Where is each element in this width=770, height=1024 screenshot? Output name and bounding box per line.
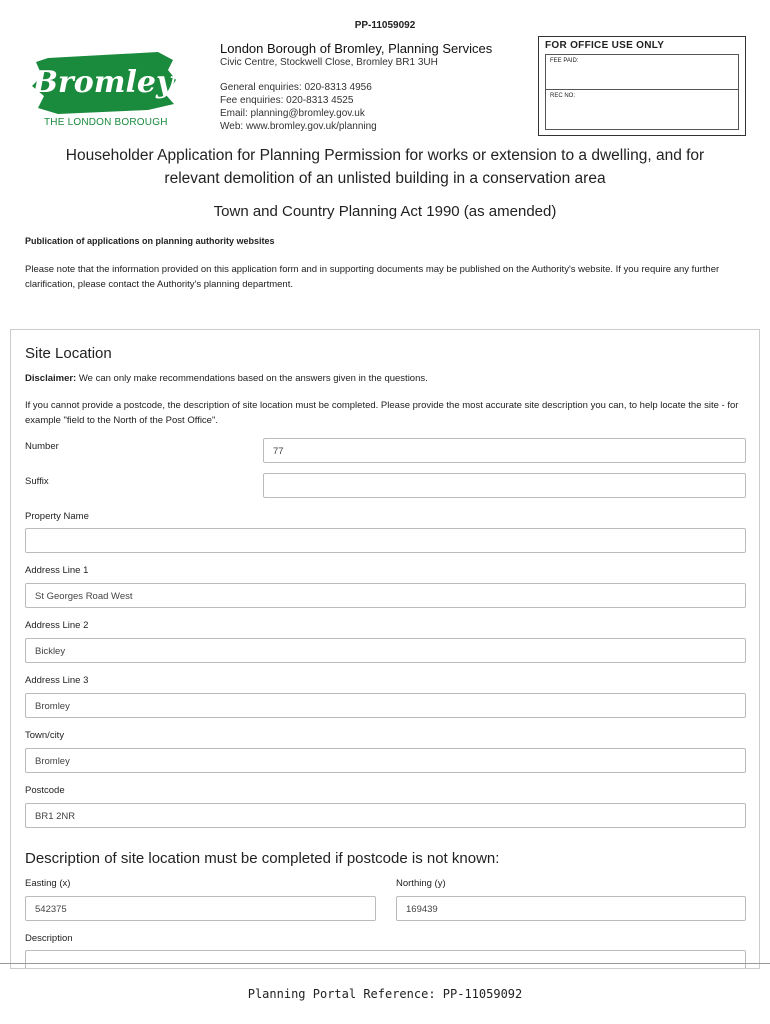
site-location-title: Site Location <box>25 345 112 362</box>
northing-label: Northing (y) <box>396 878 446 889</box>
site-location-help: If you cannot provide a postcode, the description of site location must be completed. Please provide the most accurate site description you can, to help locate the site - for example "field to the North of the Post Office". <box>25 400 739 426</box>
footer-divider <box>0 963 770 964</box>
site-description-heading: Description of site location must be completed if postcode is not known: <box>25 850 500 867</box>
address-line3-field[interactable]: Bromley <box>25 693 746 718</box>
number-label: Number <box>25 441 59 452</box>
town-field[interactable]: Bromley <box>25 748 746 773</box>
description-label: Description <box>25 933 73 944</box>
address-line1-label: Address Line 1 <box>25 565 89 576</box>
disclaimer-label: Disclaimer: <box>25 373 77 384</box>
description-field[interactable] <box>25 950 746 969</box>
footer-reference: Planning Portal Reference: PP-11059092 <box>247 987 523 1001</box>
easting-label: Easting (x) <box>25 878 71 889</box>
address-line3-label: Address Line 3 <box>25 675 89 686</box>
logo-text: Bromley <box>32 65 174 100</box>
suffix-label: Suffix <box>25 476 49 487</box>
postcode-field[interactable]: BR1 2NR <box>25 803 746 828</box>
address-line2-label: Address Line 2 <box>25 620 89 631</box>
town-label: Town/city <box>25 730 65 741</box>
act-subtitle: Town and Country Planning Act 1990 (as amended) <box>213 203 557 220</box>
office-use-box <box>538 36 746 136</box>
property-name-label: Property Name <box>25 511 89 522</box>
council-name: London Borough of Bromley, Planning Services <box>220 41 493 56</box>
fee-enquiries: Fee enquiries: 020-8313 4525 <box>220 95 354 106</box>
disclaimer-text: We can only make recommendations based on the answers given in the questions. <box>78 373 428 384</box>
fee-paid-label: FEE PAID: <box>550 58 579 64</box>
site-location-panel <box>10 329 760 969</box>
document-title-line1: Householder Application for Planning Permission for works or extension to a dwelling, and for <box>65 147 705 164</box>
document-title-line2: relevant demolition of an unlisted building in a conservation area <box>164 170 606 187</box>
council-address: Civic Centre, Stockwell Close, Bromley BR1 3UH <box>220 57 438 68</box>
address-line2-field[interactable]: Bickley <box>25 638 746 663</box>
office-use-heading: FOR OFFICE USE ONLY <box>545 40 665 51</box>
number-field[interactable]: 77 <box>263 438 746 463</box>
easting-field[interactable]: 542375 <box>25 896 376 921</box>
council-email: Email: planning@bromley.gov.uk <box>220 108 365 119</box>
council-contact-block <box>220 41 492 133</box>
suffix-field[interactable] <box>263 473 746 498</box>
publication-heading: Publication of applications on planning authority websites <box>25 236 275 246</box>
rec-no-box <box>545 90 739 130</box>
logo-caption: THE LONDON BOROUGH <box>44 117 168 128</box>
council-web: Web: www.bromley.gov.uk/planning <box>220 121 377 132</box>
reference-number-top: PP-11059092 <box>354 20 416 31</box>
northing-field[interactable]: 169439 <box>396 896 746 921</box>
postcode-label: Postcode <box>25 785 65 796</box>
fee-paid-box <box>545 54 739 90</box>
document-title <box>30 144 740 190</box>
rec-no-label: REC NO: <box>550 93 576 99</box>
general-enquiries: General enquiries: 020-8313 4956 <box>220 82 372 93</box>
disclaimer <box>25 373 428 384</box>
publication-text: Please note that the information provided on this application form and in supporting documents may be published on the Authority's website. If you require any further clarification, please contact the Authority's planning department. <box>25 264 720 290</box>
property-name-field[interactable] <box>25 528 746 553</box>
address-line1-field[interactable]: St Georges Road West <box>25 583 746 608</box>
